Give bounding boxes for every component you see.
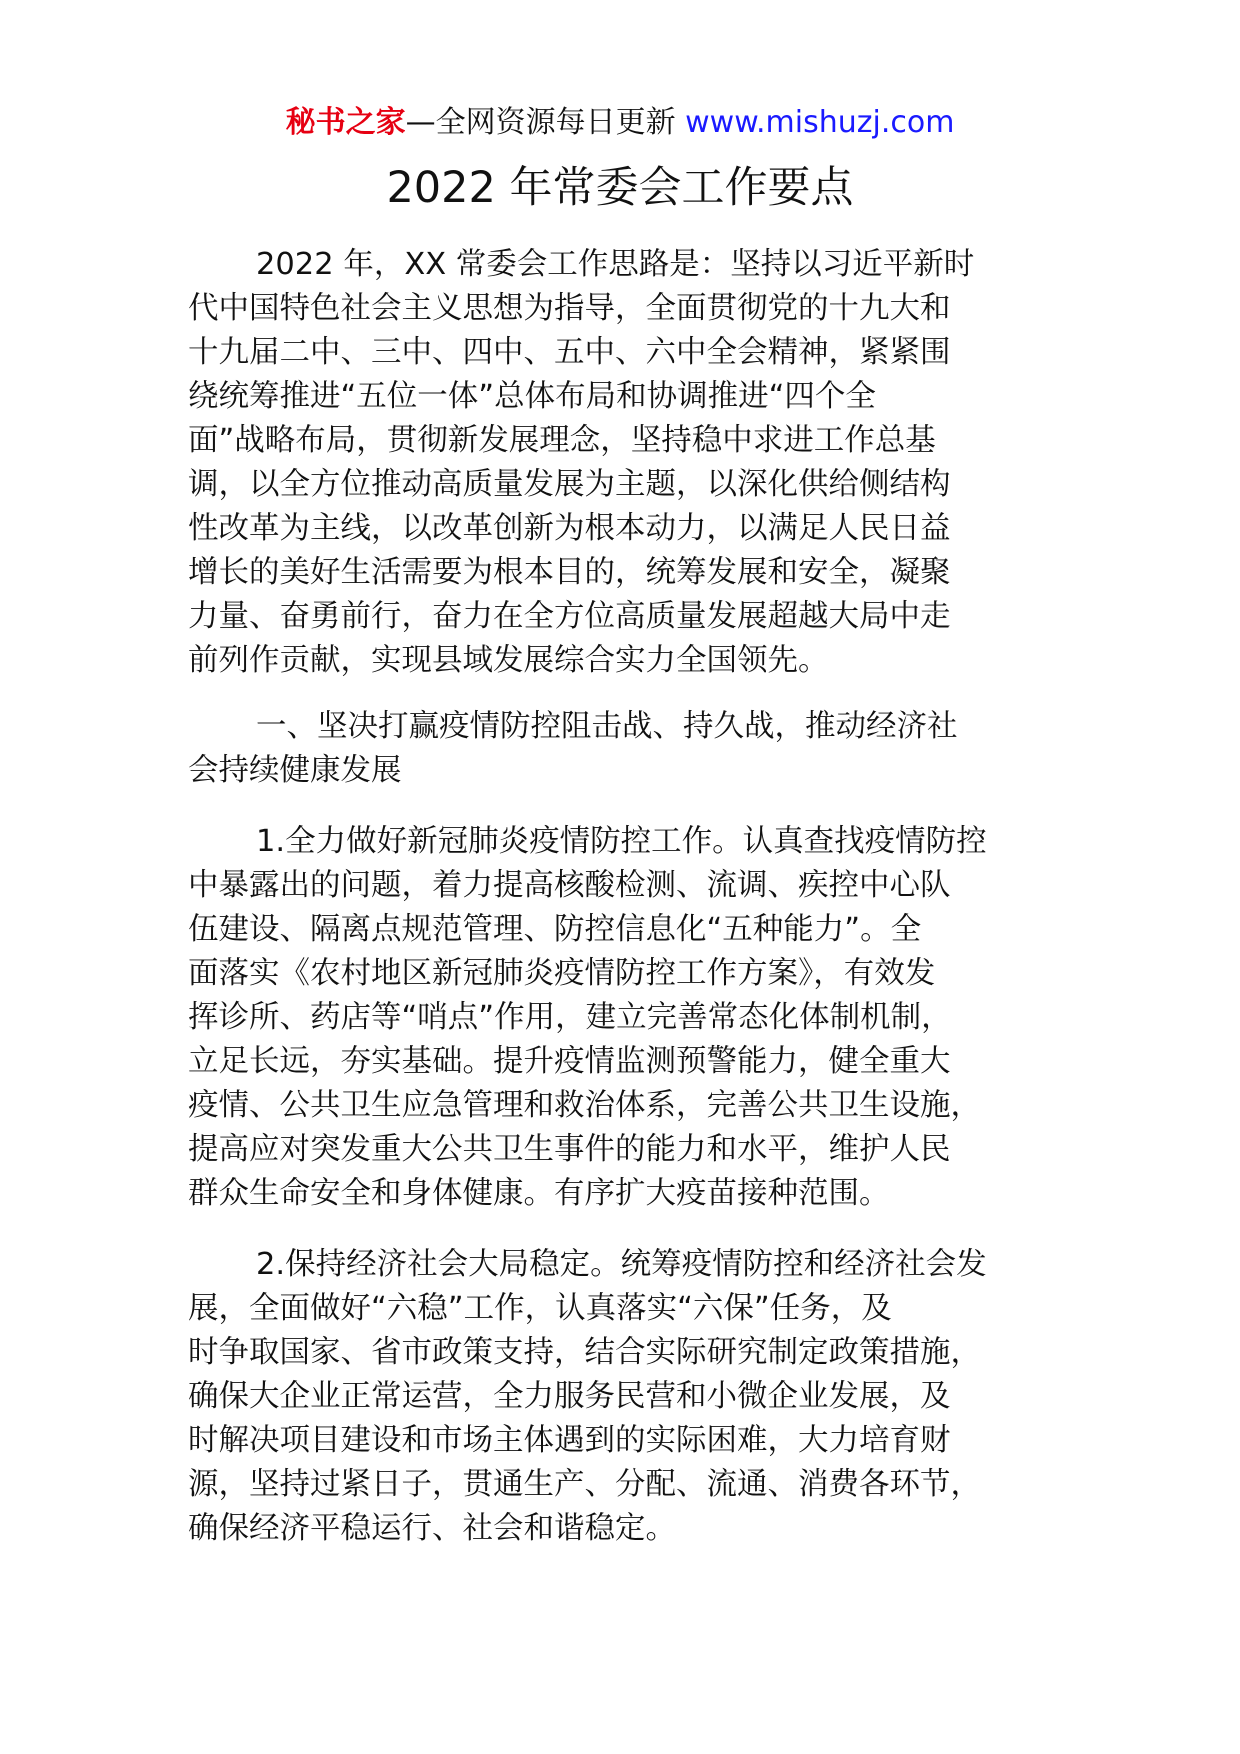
- paragraph-line: 时解决项目建设和市场主体遇到的实际困难，大力培育财: [188, 1423, 951, 1458]
- paragraph-line: 确保大企业正常运营，全力服务民营和小微企业发展，及: [188, 1379, 951, 1414]
- paragraph-spacer: [188, 683, 1072, 705]
- section-heading-1: [188, 705, 1072, 793]
- site-url-link[interactable]: www.mishuzj.com: [685, 105, 955, 140]
- paragraph-line: 2022 年，XX 常委会工作思路是：坚持以习近平新时: [256, 247, 975, 282]
- paragraph-line: 提高应对突发重大公共卫生事件的能力和水平，维护人民: [188, 1132, 951, 1167]
- paragraph-line: 源，坚持过紧日子，贯通生产、分配、流通、消费各环节，: [188, 1467, 981, 1502]
- paragraph-line: 面”战略布局，贯彻新发展理念，坚持稳中求进工作总基: [188, 423, 936, 458]
- paragraph-spacer: [188, 1216, 1072, 1243]
- paragraph-line: 2.保持经济社会大局稳定。统筹疫情防控和经济社会发: [256, 1247, 987, 1282]
- site-brand: 秘书之家: [285, 105, 406, 140]
- paragraph-spacer: [188, 793, 1072, 820]
- paragraph-line: 1.全力做好新冠肺炎疫情防控工作。认真查找疫情防控: [256, 824, 987, 859]
- paragraph-line: 绕统筹推进“五位一体”总体布局和协调推进“四个全: [188, 379, 876, 414]
- paragraph-line: 立足长远，夯实基础。提升疫情监测预警能力，健全重大: [188, 1044, 951, 1079]
- paragraph-line: 展，全面做好“六稳”工作，认真落实“六保”任务，及: [188, 1291, 892, 1326]
- site-slogan: —全网资源每日更新: [405, 105, 686, 140]
- site-header: [0, 103, 1240, 143]
- paragraph-line: 群众生命安全和身体健康。有序扩大疫苗接种范围。: [188, 1176, 890, 1211]
- paragraph-line: 挥诊所、药店等“哨点”作用，建立完善常态化体制机制，: [188, 1000, 952, 1035]
- paragraph-line: 增长的美好生活需要为根本目的，统筹发展和安全，凝聚: [188, 555, 951, 590]
- paragraph-line: 十九届二中、三中、四中、五中、六中全会精神，紧紧围: [188, 335, 951, 370]
- document-body: [188, 243, 1072, 1551]
- paragraph-line: 一、坚决打赢疫情防控阻击战、持久战，推动经济社: [256, 709, 958, 744]
- paragraph-line: 伍建设、隔离点规范管理、防控信息化“五种能力”。全: [188, 912, 922, 947]
- intro-paragraph: [188, 243, 1072, 683]
- paragraph-line: 时争取国家、省市政策支持，结合实际研究制定政策措施，: [188, 1335, 981, 1370]
- item-paragraph-2: [188, 1243, 1072, 1551]
- paragraph-line: 中暴露出的问题，着力提高核酸检测、流调、疾控中心队: [188, 868, 951, 903]
- paragraph-line: 性改革为主线，以改革创新为根本动力，以满足人民日益: [188, 511, 951, 546]
- item-paragraph-1: [188, 820, 1072, 1216]
- document-title: 2022 年常委会工作要点: [386, 163, 854, 213]
- paragraph-line: 调，以全方位推动高质量发展为主题，以深化供给侧结构: [188, 467, 951, 502]
- paragraph-line: 前列作贡献，实现县域发展综合实力全国领先。: [188, 643, 829, 678]
- paragraph-line: 会持续健康发展: [188, 753, 402, 788]
- paragraph-line: 代中国特色社会主义思想为指导，全面贯彻党的十九大和: [188, 291, 951, 326]
- paragraph-line: 力量、奋勇前行，奋力在全方位高质量发展超越大局中走: [188, 599, 951, 634]
- paragraph-line: 面落实《农村地区新冠肺炎疫情防控工作方案》，有效发: [188, 956, 936, 991]
- paragraph-line: 确保经济平稳运行、社会和谐稳定。: [188, 1511, 676, 1546]
- paragraph-line: 疫情、公共卫生应急管理和救治体系，完善公共卫生设施，: [188, 1088, 981, 1123]
